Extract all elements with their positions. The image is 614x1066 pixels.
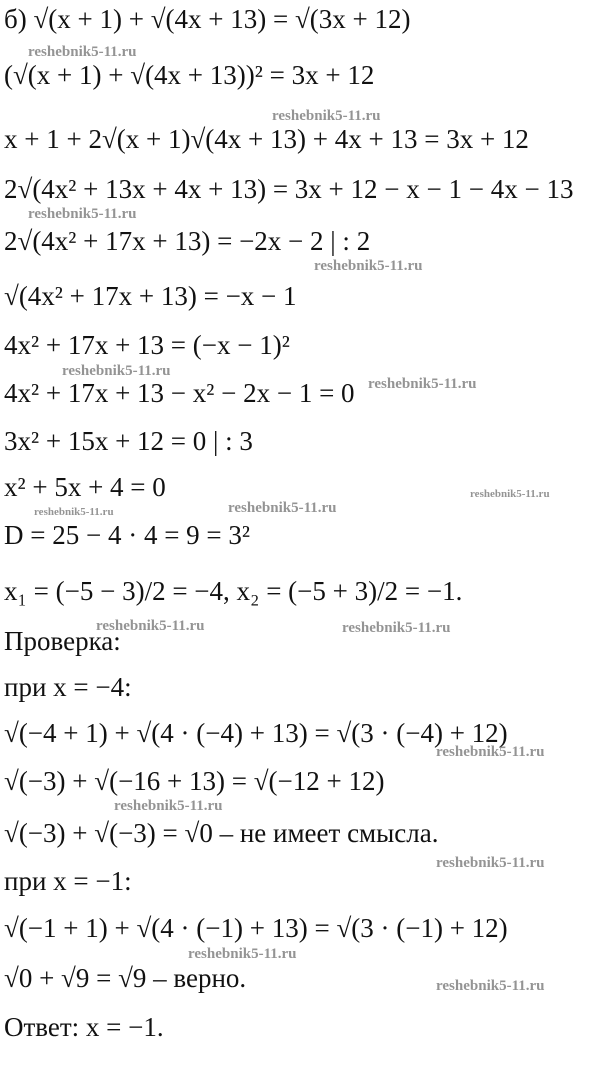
solution-line-2: (√(x + 1) + √(4x + 13))² = 3x + 12 [4, 60, 375, 90]
solution-line-8: 4x² + 17x + 13 − x² − 2x − 1 = 0 [4, 378, 355, 408]
watermark: reshebnik5-11.ru [228, 500, 337, 516]
watermark: reshebnik5-11.ru [114, 798, 223, 814]
watermark: reshebnik5-11.ru [188, 946, 297, 962]
solution-line-20: √0 + √9 = √9 – верно. [4, 963, 247, 993]
solution-line-4: 2√(4x² + 13x + 4x + 13) = 3x + 12 − x − 1 − 4x − 13 [4, 174, 574, 204]
solution-line-21: Ответ: x = −1. [4, 1012, 164, 1042]
watermark: reshebnik5-11.ru [28, 206, 137, 222]
solution-line-7: 4x² + 17x + 13 = (−x − 1)² [4, 330, 290, 360]
solution-line-1: б) √(x + 1) + √(4x + 13) = √(3x + 12) [4, 4, 411, 34]
watermark: reshebnik5-11.ru [436, 978, 545, 994]
solution-line-17: √(−3) + √(−3) = √0 – не имеет смысла. [4, 818, 439, 848]
solution-line-19: √(−1 + 1) + √(4 · (−1) + 13) = √(3 · (−1) + 12) [4, 913, 508, 943]
watermark: reshebnik5-11.ru [62, 363, 171, 379]
watermark: reshebnik5-11.ru [28, 44, 137, 60]
solution-line-15: √(−4 + 1) + √(4 · (−4) + 13) = √(3 · (−4) + 12) [4, 718, 508, 748]
watermark: reshebnik5-11.ru [368, 376, 477, 392]
watermark: reshebnik5-11.ru [314, 258, 423, 274]
solution-line-6: √(4x² + 17x + 13) = −x − 1 [4, 281, 297, 311]
watermark: reshebnik5-11.ru [470, 488, 550, 500]
solution-line-13: Проверка: [4, 626, 121, 656]
solution-line-14: при x = −4: [4, 672, 132, 702]
watermark: reshebnik5-11.ru [272, 108, 381, 124]
watermark: reshebnik5-11.ru [34, 506, 114, 518]
watermark: reshebnik5-11.ru [436, 855, 545, 871]
solution-line-9: 3x² + 15x + 12 = 0 | : 3 [4, 426, 253, 456]
solution-line-12: x₁ = (−5 − 3)/2 = −4, x₂ = (−5 + 3)/2 = −1. [4, 576, 463, 606]
solution-line-3: x + 1 + 2√(x + 1)√(4x + 13) + 4x + 13 = 3x + 12 [4, 124, 529, 154]
solution-line-18: при x = −1: [4, 866, 132, 896]
solution-line-10: x² + 5x + 4 = 0 [4, 472, 166, 502]
solution-line-5: 2√(4x² + 17x + 13) = −2x − 2 | : 2 [4, 226, 371, 256]
watermark: reshebnik5-11.ru [342, 620, 451, 636]
watermark: reshebnik5-11.ru [436, 744, 545, 760]
solution-line-16: √(−3) + √(−16 + 13) = √(−12 + 12) [4, 766, 385, 796]
solution-line-11: D = 25 − 4 · 4 = 9 = 3² [4, 520, 250, 550]
watermark: reshebnik5-11.ru [96, 618, 205, 634]
